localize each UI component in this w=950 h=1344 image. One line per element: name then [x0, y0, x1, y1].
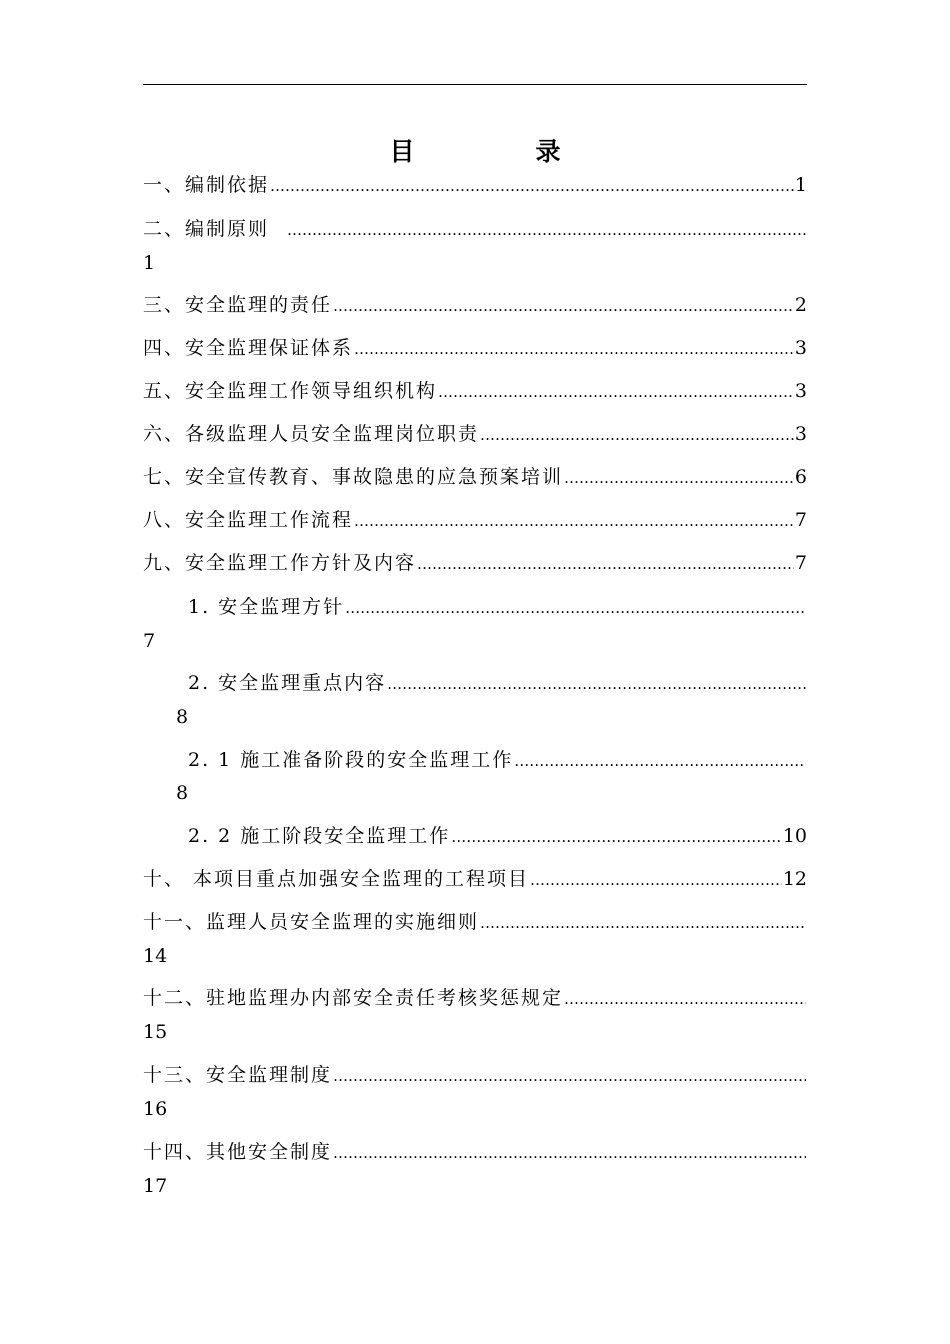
toc-entry[interactable] — [143, 333, 807, 363]
toc-entry[interactable] — [188, 668, 807, 698]
toc-entry[interactable] — [143, 170, 807, 200]
toc-entry-page: 1 — [143, 252, 156, 274]
toc-entry[interactable] — [143, 290, 807, 320]
toc-entry[interactable] — [143, 214, 807, 244]
toc-entry-text: 五、安全监理工作领导组织机构 — [143, 380, 438, 402]
toc-entry-text: 2. 2 施工阶段安全监理工作 — [188, 825, 451, 847]
toc-entry-page: 3 — [794, 423, 807, 445]
toc-entry-page: 3 — [794, 380, 807, 402]
header-rule — [143, 84, 807, 85]
toc-entry-page: 7 — [143, 630, 156, 652]
toc-leader-dots — [438, 377, 794, 407]
toc-leader-dots — [333, 1138, 806, 1168]
toc-entry-text: 十三、安全监理制度 — [143, 1064, 333, 1086]
toc-entry-page: 3 — [794, 337, 807, 359]
toc-entry-text: 七、安全宣传教育、事故隐患的应急预案培训 — [143, 466, 564, 488]
toc-entry-page: 6 — [794, 466, 807, 488]
toc-entry-text: 2. 安全监理重点内容 — [188, 672, 387, 694]
toc-entry[interactable] — [143, 505, 807, 535]
toc-leader-dots — [387, 669, 806, 699]
toc-entry-text: 二、编制原则 — [143, 218, 270, 240]
toc-leader-dots — [480, 908, 806, 938]
toc-entry-page: 12 — [782, 868, 807, 890]
toc-entry-page: 7 — [794, 509, 807, 531]
toc-entry-text: 一、编制依据 — [143, 174, 270, 196]
toc-entry-page: 1 — [794, 174, 807, 196]
toc-entry-text: 十一、监理人员安全监理的实施细则 — [143, 911, 480, 933]
toc-entry-text: 九、安全监理工作方针及内容 — [143, 552, 417, 574]
toc-entry-text: 2. 1 施工准备阶段的安全监理工作 — [188, 749, 514, 771]
toc-entry[interactable] — [143, 548, 807, 578]
toc-entry-text: 六、各级监理人员安全监理岗位职责 — [143, 423, 480, 445]
toc-entry-page: 15 — [143, 1021, 168, 1043]
toc-entry-page: 2 — [794, 294, 807, 316]
toc-entry[interactable] — [143, 983, 807, 1013]
toc-leader-dots — [354, 334, 794, 364]
toc-entry-page: 8 — [176, 706, 189, 728]
toc-entry-text: 十二、驻地监理办内部安全责任考核奖惩规定 — [143, 987, 564, 1009]
toc-leader-dots — [530, 865, 782, 895]
toc-entry-text: 十四、其他安全制度 — [143, 1141, 333, 1163]
toc-entry[interactable] — [143, 1137, 807, 1167]
toc-leader-dots — [480, 420, 794, 450]
toc-leader-dots — [417, 549, 794, 579]
toc-entry[interactable] — [143, 907, 807, 937]
toc-title: 目 录 — [389, 137, 609, 166]
toc-entry-text: 1. 安全监理方针 — [188, 596, 345, 618]
toc-entry-page: 17 — [143, 1175, 168, 1197]
toc-entry[interactable] — [143, 462, 807, 492]
toc-leader-dots — [514, 746, 806, 776]
toc-leader-dots — [333, 291, 794, 321]
toc-entry-page: 7 — [794, 552, 807, 574]
toc-entry[interactable] — [188, 745, 807, 775]
toc-entry-text: 三、安全监理的责任 — [143, 294, 333, 316]
toc-entry[interactable] — [188, 821, 807, 851]
toc-leader-dots — [564, 984, 806, 1014]
toc-entry[interactable] — [143, 864, 807, 894]
toc-entry[interactable] — [188, 592, 807, 622]
toc-leader-dots — [345, 593, 806, 623]
toc-leader-dots — [287, 215, 806, 245]
toc-leader-dots — [270, 171, 794, 201]
toc-entry-text: 十、 本项目重点加强安全监理的工程项目 — [143, 868, 530, 890]
toc-entry-text: 八、安全监理工作流程 — [143, 509, 354, 531]
toc-leader-dots — [564, 463, 794, 493]
toc-entry-page: 16 — [143, 1098, 168, 1120]
toc-entry[interactable] — [143, 419, 807, 449]
toc-entry[interactable] — [143, 376, 807, 406]
toc-entry-page: 14 — [143, 945, 168, 967]
toc-leader-dots — [451, 822, 782, 852]
toc-leader-dots — [354, 506, 794, 536]
toc-entry[interactable] — [143, 1060, 807, 1090]
toc-leader-dots — [333, 1061, 806, 1091]
toc-entry-page: 8 — [176, 782, 189, 804]
toc-entry-page: 10 — [782, 825, 807, 847]
toc-entry-text: 四、安全监理保证体系 — [143, 337, 354, 359]
